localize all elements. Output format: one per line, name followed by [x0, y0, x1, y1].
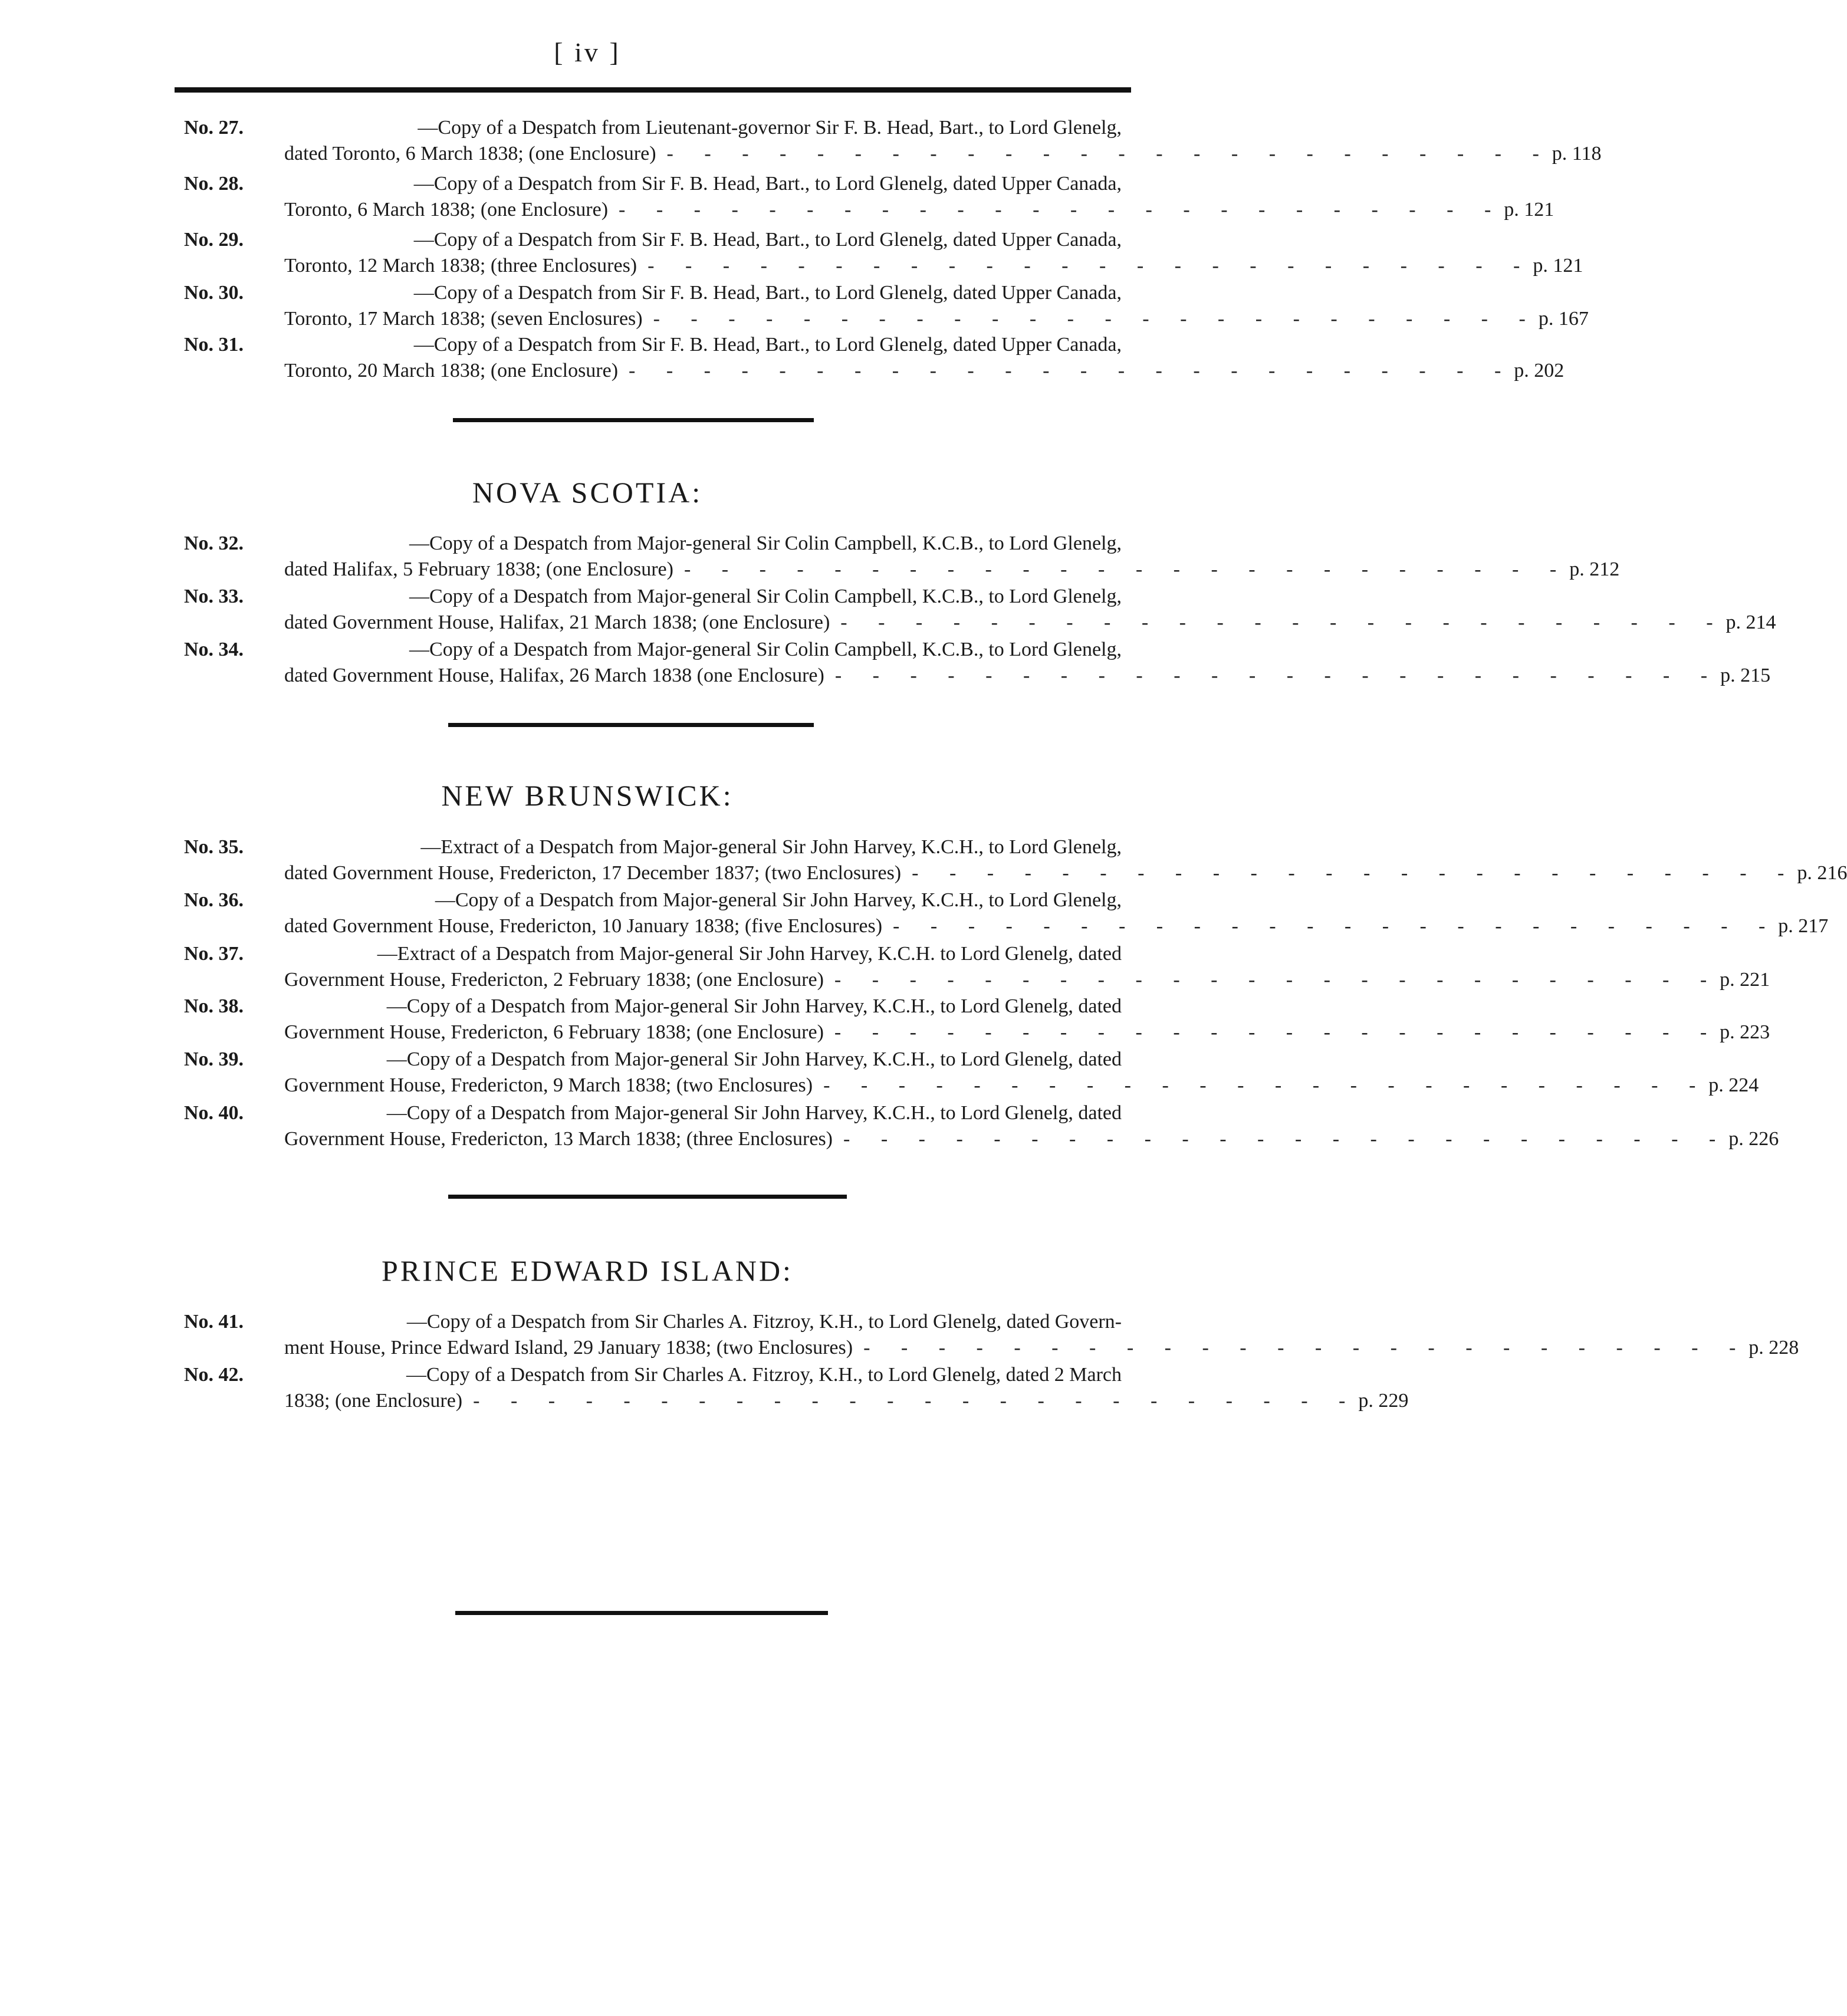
dot-leaders: - - - - - - - - - - - - - - - - - - - - - - - -: [912, 862, 1797, 884]
entry-title: —Copy of a Despatch from Major-general Sir Colin Campbell, K.C.B., to Lord Glenelg,: [409, 639, 1122, 660]
dot-leaders: - - - - - - - - - - - - - - - - - - - - - - - -: [834, 969, 1720, 991]
entry-title: —Copy of a Despatch from Major-general Sir John Harvey, K.C.H., to Lord Glenelg, dated: [386, 995, 1122, 1017]
header-rule: [175, 87, 1131, 93]
entry-number: No. 36.: [184, 889, 244, 911]
toc-entry: [184, 941, 1770, 993]
dot-leaders: - - - - - - - - - - - - - - - - - - - - - - - -: [863, 1337, 1749, 1359]
toc-entry: [184, 1047, 1759, 1099]
toc-entry: [184, 1100, 1779, 1152]
dot-leaders: - - - - - - - - - - - - - - - - - - - - - - - -: [834, 665, 1721, 686]
entry-detail: dated Government House, Halifax, 21 March 1838; (one Enclosure): [284, 611, 830, 633]
entry-detail: Government House, Fredericton, 13 March 1838; (three Enclosures): [284, 1128, 833, 1150]
entry-title: —Copy of a Despatch from Sir F. B. Head, Bart., to Lord Glenelg, dated Upper Canada,: [413, 282, 1122, 304]
entry-detail: Government House, Fredericton, 9 March 1838; (two Enclosures): [284, 1074, 813, 1096]
entry-title: —Copy of a Despatch from Major-general Sir John Harvey, K.C.H., to Lord Glenelg, dated: [386, 1048, 1122, 1070]
page-reference: p. 217: [1778, 915, 1829, 937]
page-reference: p. 202: [1514, 360, 1565, 382]
entry-detail: 1838; (one Enclosure): [284, 1390, 463, 1412]
toc-entry: [184, 584, 1776, 636]
toc-entry: [184, 994, 1770, 1045]
dot-leaders: - - - - - - - - - - - - - - - - - - - - - - - -: [843, 1128, 1729, 1150]
entry-detail: ment House, Prince Edward Island, 29 January 1838; (two Enclosures): [284, 1337, 853, 1359]
entry-title: —Extract of a Despatch from Major-general Sir John Harvey, K.C.H. to Lord Glenelg, dated: [377, 943, 1122, 965]
dot-leaders: - - - - - - - - - - - - - - - - - - - - - - - -: [619, 199, 1504, 221]
toc-entry: [184, 887, 1829, 939]
page-reference: p. 167: [1538, 308, 1589, 330]
entry-detail: Government House, Fredericton, 2 February 1838; (one Enclosure): [284, 969, 824, 991]
entry-number: No. 30.: [184, 282, 244, 304]
entry-title: —Copy of a Despatch from Major-general Sir John Harvey, K.C.H., to Lord Glenelg,: [435, 889, 1122, 911]
entry-detail: Toronto, 20 March 1838; (one Enclosure): [284, 360, 619, 382]
section-heading: PRINCE EDWARD ISLAND:: [382, 1254, 793, 1287]
entry-title: —Copy of a Despatch from Sir Charles A. Fitzroy, K.H., to Lord Glenelg, dated 2 March: [406, 1364, 1122, 1386]
page-reference: p. 223: [1720, 1021, 1770, 1043]
entry-number: No. 28.: [184, 173, 244, 195]
toc-entry: [184, 531, 1620, 583]
entry-number: No. 37.: [184, 943, 244, 965]
entry-title: —Copy of a Despatch from Sir F. B. Head, Bart., to Lord Glenelg, dated Upper Canada,: [413, 173, 1122, 195]
section-rule: [448, 1195, 847, 1199]
entry-number: No. 35.: [184, 836, 244, 858]
dot-leaders: - - - - - - - - - - - - - - - - - - - - - - - -: [629, 360, 1514, 382]
page-reference: p. 121: [1504, 199, 1554, 221]
page-reference: p. 215: [1720, 665, 1771, 686]
closing-rule: [455, 1611, 828, 1615]
dot-leaders: - - - - - - - - - - - - - - - - - - - - - - - -: [823, 1074, 1709, 1096]
entry-title: —Copy of a Despatch from Major-general Sir John Harvey, K.C.H., to Lord Glenelg, dated: [386, 1102, 1122, 1124]
entry-number: No. 38.: [184, 995, 244, 1017]
entry-title: —Copy of a Despatch from Sir F. B. Head, Bart., to Lord Glenelg, dated Upper Canada,: [413, 334, 1122, 356]
entry-detail: dated Government House, Fredericton, 17 December 1837; (two Enclosures): [284, 862, 902, 884]
page-reference: p. 214: [1726, 611, 1776, 633]
section-rule: [448, 723, 814, 727]
toc-entry: [184, 332, 1565, 384]
dot-leaders: - - - - - - - - - - - - - - - - - - - - - - - -: [840, 611, 1726, 633]
entry-title: —Copy of a Despatch from Sir Charles A. Fitzroy, K.H., to Lord Glenelg, dated Govern-: [406, 1311, 1122, 1333]
toc-entry: [184, 227, 1583, 279]
page-reference: p. 226: [1728, 1128, 1779, 1150]
entry-detail: dated Halifax, 5 February 1838; (one Enclosure): [284, 558, 673, 580]
page-reference: p. 121: [1533, 255, 1583, 277]
entry-detail: Toronto, 12 March 1838; (three Enclosures): [284, 255, 637, 277]
section-rule: [453, 418, 814, 422]
dot-leaders: - - - - - - - - - - - - - - - - - - - - - - - -: [893, 915, 1779, 937]
entry-number: No. 34.: [184, 639, 244, 660]
dot-leaders: - - - - - - - - - - - - - - - - - - - - - - - -: [683, 558, 1570, 580]
entry-detail: dated Government House, Fredericton, 10 January 1838; (five Enclosures): [284, 915, 883, 937]
entry-number: No. 32.: [184, 532, 244, 554]
dot-leaders: - - - - - - - - - - - - - - - - - - - - - - - -: [666, 143, 1552, 165]
entry-detail: Toronto, 6 March 1838; (one Enclosure): [284, 199, 609, 221]
toc-entry: [184, 280, 1589, 332]
toc-entry: [184, 637, 1771, 689]
page-number: [ iv ]: [554, 37, 621, 67]
entry-detail: dated Government House, Halifax, 26 March 1838 (one Enclosure): [284, 665, 824, 686]
entry-title: —Copy of a Despatch from Sir F. B. Head, Bart., to Lord Glenelg, dated Upper Canada,: [413, 229, 1122, 251]
page-reference: p. 216: [1797, 862, 1847, 884]
entry-number: No. 40.: [184, 1102, 244, 1124]
dot-leaders: - - - - - - - - - - - - - - - - - - - - - - - -: [834, 1021, 1720, 1043]
page-reference: p. 221: [1720, 969, 1770, 991]
toc-entry: [184, 1309, 1799, 1361]
dot-leaders: - - - - - - - - - - - - - - - - - - - - - - - -: [653, 308, 1539, 330]
page-reference: p. 228: [1749, 1337, 1799, 1359]
section-heading: NOVA SCOTIA:: [472, 476, 703, 509]
entry-title: —Copy of a Despatch from Lieutenant-governor Sir F. B. Head, Bart., to Lord Glenelg,: [418, 117, 1122, 139]
entry-title: —Copy of a Despatch from Major-general Sir Colin Campbell, K.C.B., to Lord Glenelg,: [409, 586, 1122, 607]
section-heading: NEW BRUNSWICK:: [441, 779, 734, 812]
page-reference: p. 229: [1358, 1390, 1409, 1412]
dot-leaders: - - - - - - - - - - - - - - - - - - - - - - - -: [648, 255, 1533, 277]
page-reference: p. 212: [1569, 558, 1620, 580]
toc-entry: [184, 171, 1554, 223]
entry-number: No. 39.: [184, 1048, 244, 1070]
entry-number: No. 31.: [184, 334, 244, 356]
page-reference: p. 224: [1708, 1074, 1759, 1096]
entry-number: No. 29.: [184, 229, 244, 251]
toc-entry: [184, 834, 1847, 886]
entry-number: No. 33.: [184, 586, 244, 607]
entry-detail: dated Toronto, 6 March 1838; (one Enclosure): [284, 143, 656, 165]
dot-leaders: - - - - - - - - - - - - - - - - - - - - - - - -: [473, 1390, 1359, 1412]
entry-number: No. 42.: [184, 1364, 244, 1386]
entry-title: —Copy of a Despatch from Major-general Sir Colin Campbell, K.C.B., to Lord Glenelg,: [409, 532, 1122, 554]
toc-entry: [184, 1362, 1409, 1414]
page-reference: p. 118: [1552, 143, 1602, 165]
entry-title: —Extract of a Despatch from Major-general Sir John Harvey, K.C.H., to Lord Glenelg,: [420, 836, 1122, 858]
entry-number: No. 27.: [184, 117, 244, 139]
toc-entry: [184, 115, 1602, 167]
entry-detail: Government House, Fredericton, 6 February 1838; (one Enclosure): [284, 1021, 824, 1043]
entry-detail: Toronto, 17 March 1838; (seven Enclosures): [284, 308, 643, 330]
entry-number: No. 41.: [184, 1311, 244, 1333]
